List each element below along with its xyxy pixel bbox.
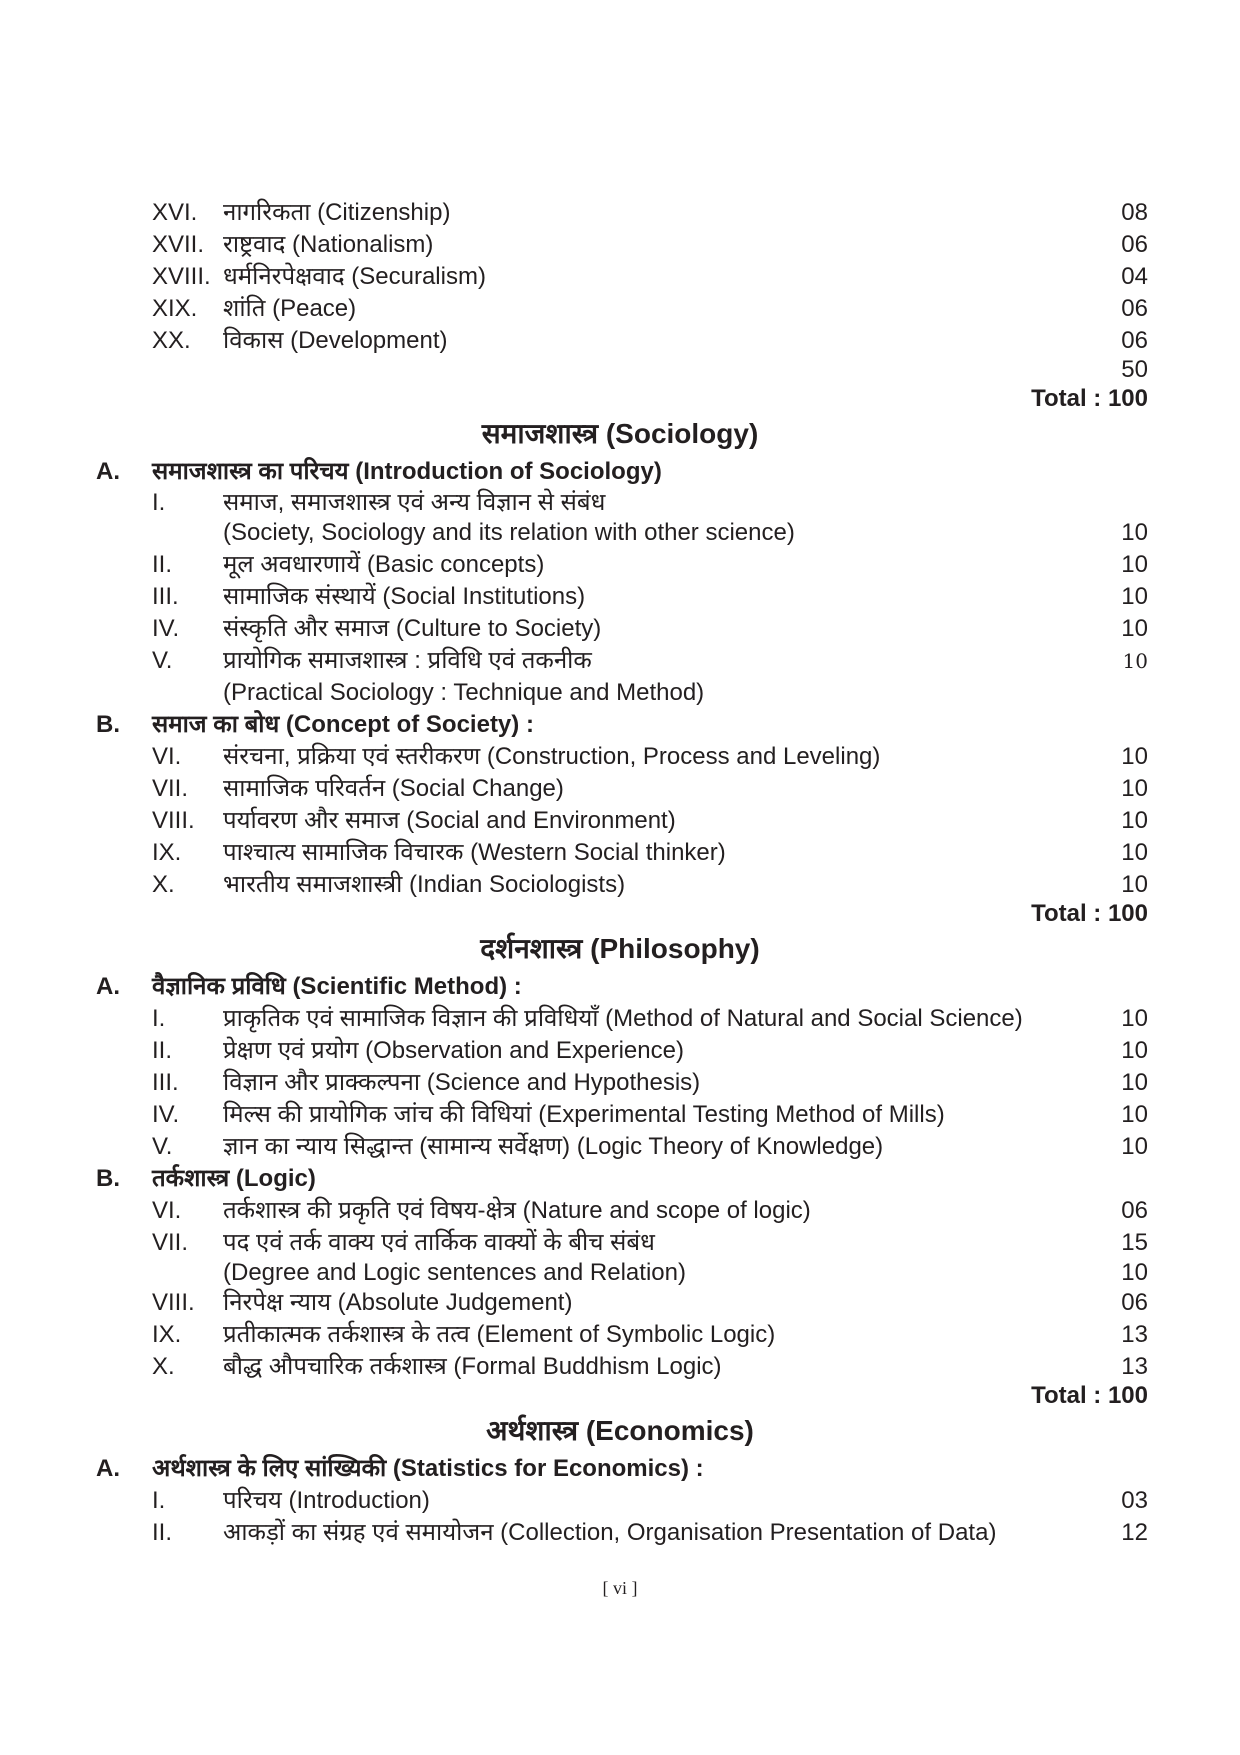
marks: 06 bbox=[1121, 1289, 1148, 1316]
marks: 13 bbox=[1121, 1321, 1148, 1348]
list-item: X. बौद्ध औपचारिक तर्कशास्त्र (Formal Buddhism Logic) 13 bbox=[152, 1353, 1148, 1380]
section-row: A. अर्थशास्त्र के लिए सांख्यिकी (Statistics for Economics) : bbox=[96, 1455, 704, 1482]
marks: 06 bbox=[1121, 1197, 1148, 1224]
list-item: II. मूल अवधारणायें (Basic concepts) 10 bbox=[152, 551, 1148, 578]
list-item: XVIII. धर्मनिरपेक्षवाद (Securalism) 04 bbox=[152, 263, 1148, 290]
list-item: VI. तर्कशास्त्र की प्रकृति एवं विषय-क्षेत्र (Nature and scope of logic) 06 bbox=[152, 1197, 1148, 1224]
marks: 06 bbox=[1121, 327, 1148, 354]
list-item: II. आकड़ों का संग्रह एवं समायोजन (Collection, Organisation Presentation of Data) 12 bbox=[152, 1519, 1148, 1546]
marks: 10 bbox=[1121, 1259, 1148, 1286]
list-item: IV. मिल्स की प्रायोगिक जांच की विधियां (Experimental Testing Method of Mills) 10 bbox=[152, 1101, 1148, 1128]
marks: 10 bbox=[1121, 1069, 1148, 1096]
section-row: B. समाज का बोध (Concept of Society) : bbox=[96, 711, 534, 738]
list-item: I. समाज, समाजशास्त्र एवं अन्य विज्ञान से संबंध bbox=[152, 489, 606, 516]
section-row: B. तर्कशास्त्र (Logic) bbox=[96, 1165, 316, 1192]
marks: 08 bbox=[1121, 199, 1148, 226]
marks: 03 bbox=[1121, 1487, 1148, 1514]
page-number: [ vi ] bbox=[602, 1578, 638, 1598]
list-item: V. प्रायोगिक समाजशास्त्र : प्रविधि एवं तकनीक 10 bbox=[152, 647, 1148, 674]
section-heading-philosophy: दर्शनशास्त्र (Philosophy) bbox=[480, 933, 760, 964]
marks: 10 bbox=[1121, 775, 1148, 802]
list-item: IX. पाश्चात्य सामाजिक विचारक (Western Social thinker) 10 bbox=[152, 839, 1148, 866]
subtotal: 50 bbox=[1121, 356, 1148, 383]
list-item: (Practical Sociology : Technique and Method) bbox=[223, 679, 705, 706]
marks: 10 bbox=[1121, 871, 1148, 898]
list-item: VII. पद एवं तर्क वाक्य एवं तार्किक वाक्यों के बीच संबंध 15 bbox=[152, 1229, 1148, 1256]
list-item: I. प्राकृतिक एवं सामाजिक विज्ञान की प्रविधियाँ (Method of Natural and Social Science) 10 bbox=[152, 1005, 1148, 1032]
total: Total : 100 bbox=[1031, 900, 1148, 927]
marks: 12 bbox=[1121, 1519, 1148, 1546]
list-item: III. सामाजिक संस्थायें (Social Institutions) 10 bbox=[152, 583, 1148, 610]
list-item: IX. प्रतीकात्मक तर्कशास्त्र के तत्व (Element of Symbolic Logic) 13 bbox=[152, 1321, 1148, 1348]
list-item: VII. सामाजिक परिवर्तन (Social Change) 10 bbox=[152, 775, 1148, 802]
list-item: V. ज्ञान का न्याय सिद्धान्त (सामान्य सर्वेक्षण) (Logic Theory of Knowledge) 10 bbox=[152, 1133, 1148, 1160]
list-item: IV. संस्कृति और समाज (Culture to Society) 10 bbox=[152, 615, 1148, 642]
marks: 10 bbox=[1121, 551, 1148, 578]
section-heading-economics: अर्थशास्त्र (Economics) bbox=[486, 1415, 754, 1446]
section-row: A. समाजशास्त्र का परिचय (Introduction of Sociology) bbox=[96, 458, 662, 485]
marks: 10 bbox=[1121, 1005, 1148, 1032]
list-item: II. प्रेक्षण एवं प्रयोग (Observation and Experience) 10 bbox=[152, 1037, 1148, 1064]
total: Total : 100 bbox=[1031, 1382, 1148, 1409]
marks: 13 bbox=[1121, 1353, 1148, 1380]
list-item: X. भारतीय समाजशास्त्री (Indian Sociologists) 10 bbox=[152, 871, 1148, 898]
marks: 10 bbox=[1122, 649, 1148, 673]
subtotal-row bbox=[0, 355, 1240, 385]
total: Total : 100 bbox=[1031, 385, 1148, 412]
marks: 10 bbox=[1121, 1037, 1148, 1064]
marks: 10 bbox=[1121, 743, 1148, 770]
section-heading-sociology: समाजशास्त्र (Sociology) bbox=[481, 418, 759, 449]
marks: 04 bbox=[1121, 263, 1148, 290]
marks: 15 bbox=[1121, 1229, 1148, 1256]
total-row bbox=[0, 899, 1240, 929]
marks: 06 bbox=[1121, 295, 1148, 322]
list-item: III. विज्ञान और प्राक्कल्पना (Science and Hypothesis) 10 bbox=[152, 1069, 1148, 1096]
total-row bbox=[0, 1381, 1240, 1411]
marks: 10 bbox=[1121, 807, 1148, 834]
total-row bbox=[0, 384, 1240, 414]
marks: 10 bbox=[1121, 1133, 1148, 1160]
marks: 10 bbox=[1121, 615, 1148, 642]
marks: 10 bbox=[1121, 1101, 1148, 1128]
list-item: XVII. राष्ट्रवाद (Nationalism) 06 bbox=[152, 231, 1148, 258]
marks: 06 bbox=[1121, 231, 1148, 258]
list-item: VIII. पर्यावरण और समाज (Social and Environment) 10 bbox=[152, 807, 1148, 834]
marks: 10 bbox=[1121, 519, 1148, 546]
list-item: (Society, Sociology and its relation with other science) 10 bbox=[223, 519, 1148, 546]
section-row: A. वैज्ञानिक प्रविधि (Scientific Method) : bbox=[96, 973, 522, 1000]
list-item: XIX. शांति (Peace) 06 bbox=[152, 295, 1148, 322]
list-item: I. परिचय (Introduction) 03 bbox=[152, 1487, 1148, 1514]
list-item: VI. संरचना, प्रक्रिया एवं स्तरीकरण (Construction, Process and Leveling) 10 bbox=[152, 743, 1148, 770]
list-item: XX. विकास (Development) 06 bbox=[152, 327, 1148, 354]
list-item: (Degree and Logic sentences and Relation) 10 bbox=[223, 1259, 1148, 1286]
marks: 10 bbox=[1121, 839, 1148, 866]
list-item: VIII. निरपेक्ष न्याय (Absolute Judgement) 06 bbox=[152, 1289, 1148, 1316]
list-item: XVI. नागरिकता (Citizenship) 08 bbox=[152, 199, 1148, 226]
marks: 10 bbox=[1121, 583, 1148, 610]
